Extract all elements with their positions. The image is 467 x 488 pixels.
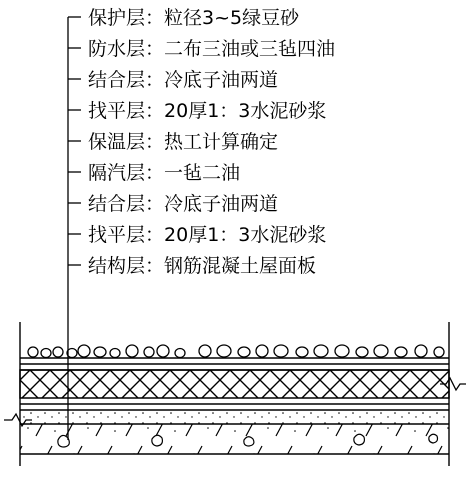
layer-label-vapor-barrier: 隔汽层：一毡二油 [88, 162, 241, 184]
layer-label-waterproof: 防水层：二布三油或三毡四油 [88, 38, 336, 60]
vapor-barrier-layer [20, 404, 449, 410]
layer-label-protective: 保护层：粒径3~5绿豆砂 [88, 7, 300, 29]
layer-labels [88, 7, 335, 277]
layer-label-structural: 结构层：钢筋混凝土屋面板 [88, 255, 317, 277]
layer-label-leveling-2: 找平层：20厚1：3水泥砂浆 [88, 224, 327, 246]
layer-label-bonding-1: 结合层：冷底子油两道 [88, 69, 279, 91]
leveling-mortar-layer [20, 410, 449, 424]
layer-label-bonding-2: 结合层：冷底子油两道 [88, 193, 279, 215]
waterproof-membrane [20, 358, 449, 364]
gravel-layer [28, 345, 444, 358]
cross-section [4, 322, 466, 466]
insulation-layer [20, 370, 449, 398]
layer-label-insulation: 保温层：热工计算确定 [88, 131, 279, 153]
concrete-slab-layer [20, 424, 449, 454]
layer-label-leveling-1: 找平层：20厚1：3水泥砂浆 [88, 100, 327, 122]
